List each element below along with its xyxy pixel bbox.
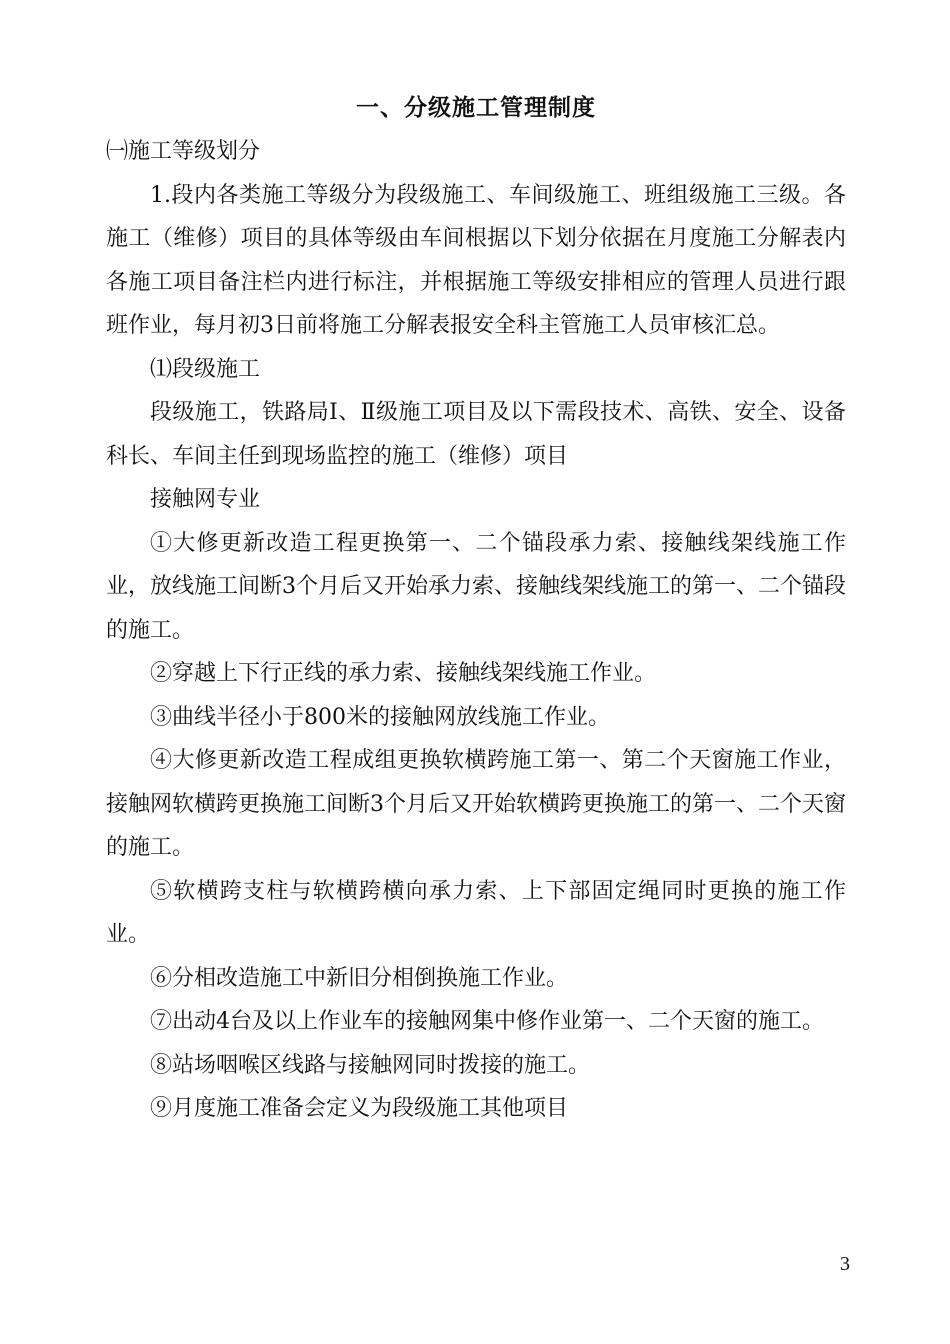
- subheading-section-level: ⑴段级施工: [150, 356, 261, 382]
- document-title: 一、分级施工管理制度: [356, 94, 596, 121]
- document-page: [106, 86, 846, 1131]
- list-item-7: ⑦出动4台及以上作业车的接触网集中修作业第一、二个天窗的施工。: [150, 1009, 824, 1034]
- list-item-4: ④大修更新改造工程成组更换软横跨施工第一、第二个天窗施工作业，接触网软横跨更换施工间断3个月后又开始软横跨更换施工的第一、二个天窗的施工。: [106, 748, 846, 860]
- list-item-1: ①大修更新改造工程更换第一、二个锚段承力索、接触线架线施工作业，放线施工间断3个月后又开始承力索、接触线架线施工的第一、二个锚段的施工。: [106, 530, 846, 643]
- list-item-2: ②穿越上下行正线的承力索、接触线架线施工作业。: [150, 661, 657, 686]
- subheading-catenary-specialty: 接触网专业: [150, 487, 261, 512]
- list-item-3: ③曲线半径小于800米的接触网放线施工作业。: [150, 704, 610, 730]
- list-item-9: ⑨月度施工准备会定义为段级施工其他项目: [150, 1096, 569, 1121]
- paragraph-grade-division: 1.段内各类施工等级分为段级施工、车间级施工、班组级施工三级。各施工（维修）项目的具体等级由车间根据以下划分依据在月度施工分解表内各施工项目备注栏内进行标注，并根据施工等级安排相应的管理人员进行跟班作业，每月初3日前将施工分解表报安全科主管施工人员审核汇总。: [106, 182, 846, 338]
- paragraph-section-level-definition: 段级施工，铁路局Ⅰ、Ⅱ级施工项目及以下需段技术、高铁、安全、设备科长、车间主任到现场监控的施工（维修）项目: [106, 400, 846, 469]
- list-item-8: ⑧站场咽喉区线路与接触网同时拨接的施工。: [150, 1052, 591, 1078]
- list-item-5: ⑤软横跨支柱与软横跨横向承力索、上下部固定绳同时更换的施工作业。: [106, 878, 846, 947]
- section-heading: ㈠施工等级划分: [106, 139, 261, 164]
- page-number: 3: [840, 1253, 850, 1275]
- list-item-6: ⑥分相改造施工中新旧分相倒换施工作业。: [150, 965, 569, 991]
